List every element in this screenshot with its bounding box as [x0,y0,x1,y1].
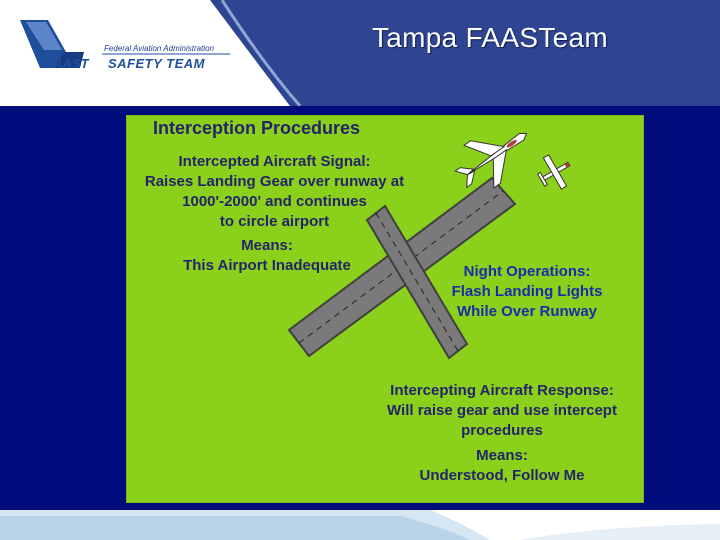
slide-heading: Interception Procedures [153,118,361,138]
header-banner [0,0,720,106]
intercepting-response-text [377,381,627,441]
logo-safety-team-text: SAFETY TEAM [108,56,205,71]
means-line: Understood, Follow Me [419,467,585,484]
small-plane-icon [532,148,578,195]
signal-line: Intercepted Aircraft Signal: [178,153,371,170]
response-line: Will raise gear and use intercept [387,402,617,419]
means-line: Means: [241,237,293,254]
logo-agency-text: Federal Aviation Administration [104,44,214,53]
signal-line: 1000'-2000' and continues [182,193,367,210]
means-follow-text [377,446,627,486]
means-line: This Airport Inadequate [183,257,351,274]
signal-line: Raises Landing Gear over runway at [144,173,405,190]
means-line: Means: [476,447,528,464]
logo-faast-text: FAAST [46,56,89,71]
night-line: While Over Runway [456,303,598,320]
page-title: Tampa FAASTeam [371,22,609,53]
means-inadequate-text [147,236,387,276]
fighter-jet-icon [446,116,541,201]
footer-wave [0,510,720,540]
night-line: Night Operations: [463,263,591,280]
night-operations-text [427,262,627,322]
night-line: Flash Landing Lights [451,283,603,300]
response-line: procedures [461,422,543,439]
response-line: Intercepting Aircraft Response: [390,382,614,399]
interception-slide [126,115,644,503]
faast-logo [18,16,233,76]
intercepted-signal-text [137,152,412,232]
signal-line: to circle airport [219,213,330,230]
